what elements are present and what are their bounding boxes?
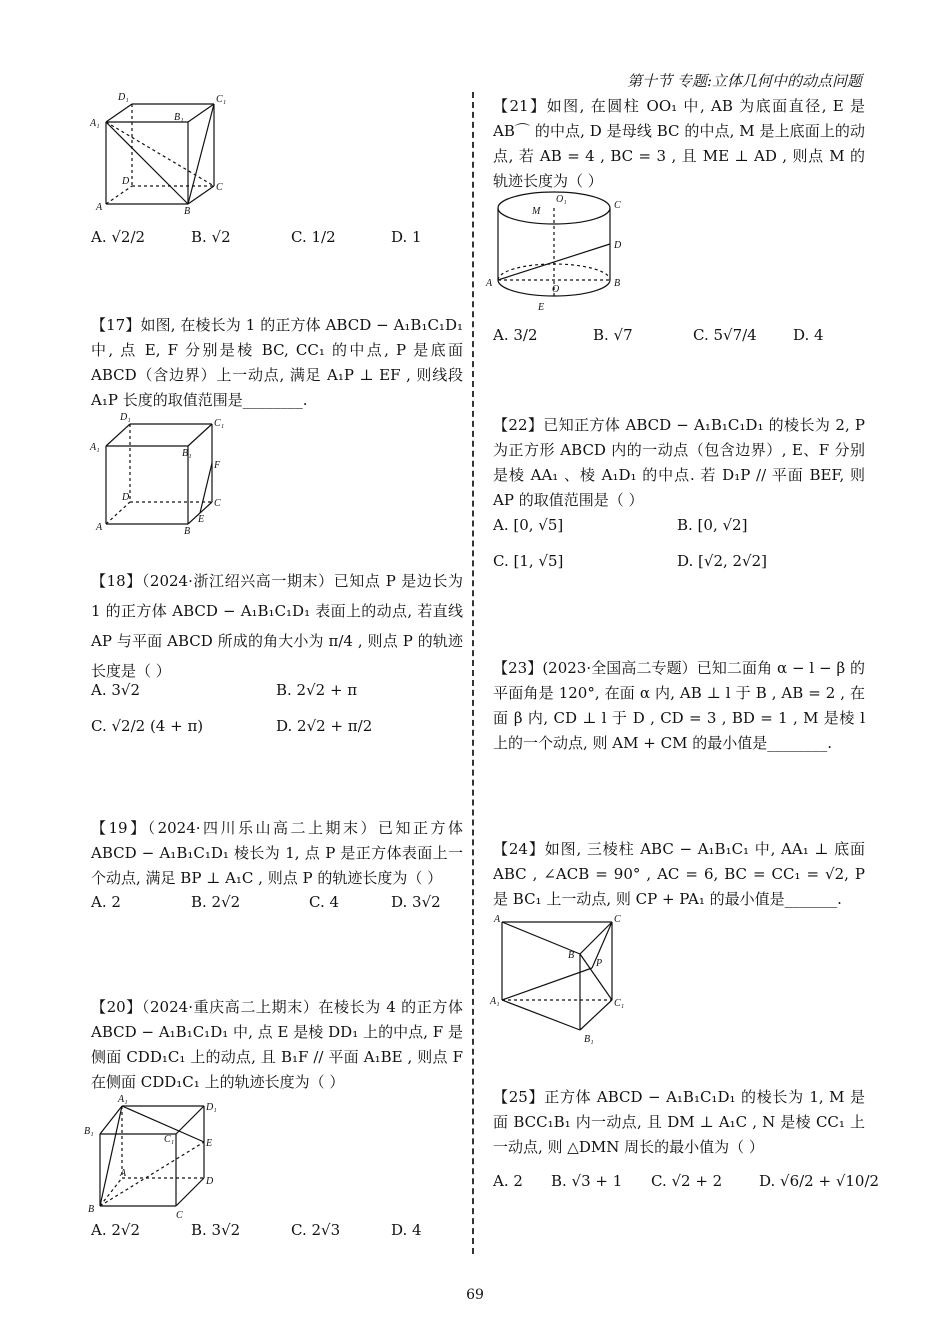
label-C: C (176, 1210, 183, 1221)
label-D: D (122, 492, 130, 503)
question-18 (91, 566, 463, 686)
label-C1: C₁ (216, 94, 227, 105)
q21-option-c[interactable]: C. 5√7/4 (693, 326, 757, 344)
q25-option-b[interactable]: B. √3 + 1 (551, 1172, 623, 1190)
q22-option-c[interactable]: C. [1, √5] (493, 552, 564, 570)
question-22 (493, 413, 865, 513)
label-P: P (596, 958, 603, 969)
q19-text: 【19】（2024·四川乐山高二上期末）已知正方体 ABCD − A₁B₁C₁D₁ 棱长为 1, 点 P 是正方体表面上一个动点, 满足 BP ⊥ A₁C , 则点 P 的轨迹长度为（ ） (91, 819, 463, 887)
label-M: M (532, 206, 541, 217)
label-B1: B₁ (84, 1126, 94, 1137)
q22-text: 【22】已知正方体 ABCD − A₁B₁C₁D₁ 的棱长为 2, P 为正方形 ABCD 内的一动点（包含边界）, E、F 分别是棱 AA₁ 、棱 A₁D₁ 的中点. 若 D₁P // 平面 BEF, 则 AP 的取值范围是（ ） (493, 416, 865, 509)
label-B1: B₁ (584, 1034, 594, 1045)
q19-option-a[interactable]: A. 2 (91, 893, 121, 911)
q21-option-a[interactable]: A. 3/2 (493, 326, 538, 344)
q20-option-c[interactable]: C. 2√3 (291, 1221, 341, 1239)
label-C: C (216, 182, 223, 193)
q23-text: 【23】(2023·全国高二专题）已知二面角 α − l − β 的平面角是 120°, 在面 α 内, AB ⊥ l 于 B , AB = 2 , 在面 β 内, CD ⊥ l 于 D , CD = 3 , BD = 1 , M 是棱 l 上的一个动点, 则 AM + CM 的最小值是________. (493, 659, 865, 752)
label-C1: C₁ (164, 1134, 175, 1145)
label-A: A (96, 522, 103, 533)
figure-17-cube (90, 412, 232, 537)
q17-text: 【17】如图, 在棱长为 1 的正方体 ABCD − A₁B₁C₁D₁ 中, 点 E, F 分别是棱 BC, CC₁ 的中点, P 是底面 ABCD（含边界）上一动点, 满足 A₁P ⊥ EF , 则线段 A₁P 长度的取值范围是________. (91, 316, 463, 409)
label-A: A (120, 1168, 127, 1179)
q20-option-d[interactable]: D. 4 (391, 1221, 422, 1239)
figure-24-prism (492, 914, 632, 1044)
q25-option-a[interactable]: A. 2 (493, 1172, 523, 1190)
q16-option-b[interactable]: B. √2 (191, 228, 231, 246)
label-C1: C₁ (214, 418, 225, 429)
label-C: C (614, 200, 621, 211)
label-O: O (552, 284, 560, 295)
q20-option-a[interactable]: A. 2√2 (91, 1221, 141, 1239)
q20-text: 【20】（2024·重庆高二上期末）在棱长为 4 的正方体 ABCD − A₁B₁C₁D₁ 中, 点 E 是棱 DD₁ 上的中点, F 是侧面 CDD₁C₁ 上的动点, 且 B₁F // 平面 A₁BE , 则点 F 在侧面 CDD₁C₁ 上的轨迹长度为（ ） (91, 998, 463, 1091)
label-C: C (214, 498, 221, 509)
question-19 (91, 816, 463, 891)
q18-option-c[interactable]: C. √2/2 (4 + π) (91, 717, 204, 735)
label-B: B (568, 950, 575, 961)
q22-option-a[interactable]: A. [0, √5] (493, 516, 564, 534)
label-A: A (96, 202, 103, 213)
label-F: F (214, 460, 221, 471)
q16-option-d[interactable]: D. 1 (391, 228, 422, 246)
label-A: A (486, 278, 493, 289)
label-E: E (206, 1138, 213, 1149)
label-B: B (614, 278, 621, 289)
label-A1: A₁ (90, 442, 100, 453)
label-E: E (198, 514, 205, 525)
q25-option-d[interactable]: D. √6/2 + √10/2 (759, 1172, 880, 1190)
q20-option-b[interactable]: B. 3√2 (191, 1221, 241, 1239)
figure-20-cube (84, 1094, 232, 1221)
q25-text: 【25】正方体 ABCD − A₁B₁C₁D₁ 的棱长为 1, M 是面 BCC₁B₁ 内一动点, 且 DM ⊥ A₁C , N 是棱 CC₁ 上一动点, 则 △DMN 周长的最小值为（ ） (493, 1088, 865, 1156)
label-B: B (184, 526, 191, 537)
q16-option-c[interactable]: C. 1/2 (291, 228, 336, 246)
q18-option-d[interactable]: D. 2√2 + π/2 (276, 717, 373, 735)
q18-text: 【18】（2024·浙江绍兴高一期末）已知点 P 是边长为 1 的正方体 ABCD − A₁B₁C₁D₁ 表面上的动点, 若直线 AP 与平面 ABCD 所成的角大小为 π/4 , 则点 P 的轨迹长度是（ ） (91, 572, 463, 680)
q21-text: 【21】如图, 在圆柱 OO₁ 中, AB 为底面直径, E 是 AB⌒ 的中点, D 是母线 BC 的中点, M 是上底面上的动点, 若 AB = 4 , BC = 3 , 且 ME ⊥ AD , 则点 M 的轨迹长度为（ ） (493, 97, 865, 190)
page-number: 69 (466, 1287, 484, 1303)
q24-text: 【24】如图, 三棱柱 ABC − A₁B₁C₁ 中, AA₁ ⊥ 底面 ABC , ∠ACB = 90° , AC = 6, BC = CC₁ = √2, P 是 BC₁ 上一动点, 则 CP + PA₁ 的最小值是_______. (493, 840, 865, 908)
label-B: B (88, 1204, 95, 1215)
column-divider (472, 92, 474, 1254)
q25-option-c[interactable]: C. √2 + 2 (651, 1172, 723, 1190)
page-header: 第十节 专题:立体几何中的动点问题 (627, 72, 862, 90)
label-D: D (122, 176, 130, 187)
label-C: C (614, 914, 621, 925)
question-24 (493, 837, 865, 912)
question-23 (493, 656, 865, 756)
label-A1: A₁ (490, 996, 500, 1007)
label-D: D (614, 240, 622, 251)
figure-21-cylinder (486, 188, 632, 313)
q21-option-d[interactable]: D. 4 (793, 326, 824, 344)
label-D1: D₁ (118, 92, 129, 103)
label-A1: A₁ (90, 118, 100, 129)
label-A1: A₁ (118, 1094, 128, 1105)
label-D1: D₁ (120, 412, 131, 423)
label-A: A (494, 914, 501, 925)
q16-option-a[interactable]: A. √2/2 (91, 228, 146, 246)
question-17 (91, 313, 463, 413)
question-25 (493, 1085, 865, 1160)
q22-option-d[interactable]: D. [√2, 2√2] (677, 552, 768, 570)
label-D: D (206, 1176, 214, 1187)
label-E: E (538, 302, 545, 313)
label-O1: O₁ (556, 194, 567, 205)
q22-option-b[interactable]: B. [0, √2] (677, 516, 748, 534)
label-B1: B₁ (182, 448, 192, 459)
q18-option-a[interactable]: A. 3√2 (91, 681, 141, 699)
question-21 (493, 94, 865, 194)
question-20 (91, 995, 463, 1095)
label-B1: B₁ (174, 112, 184, 123)
label-C1: C₁ (614, 998, 625, 1009)
figure-16-cube (90, 92, 232, 217)
q19-option-d[interactable]: D. 3√2 (391, 893, 441, 911)
q21-option-b[interactable]: B. √7 (593, 326, 633, 344)
q19-option-c[interactable]: C. 4 (309, 893, 340, 911)
q18-option-b[interactable]: B. 2√2 + π (276, 681, 358, 699)
label-D1: D₁ (206, 1102, 217, 1113)
label-B: B (184, 206, 191, 217)
q19-option-b[interactable]: B. 2√2 (191, 893, 241, 911)
